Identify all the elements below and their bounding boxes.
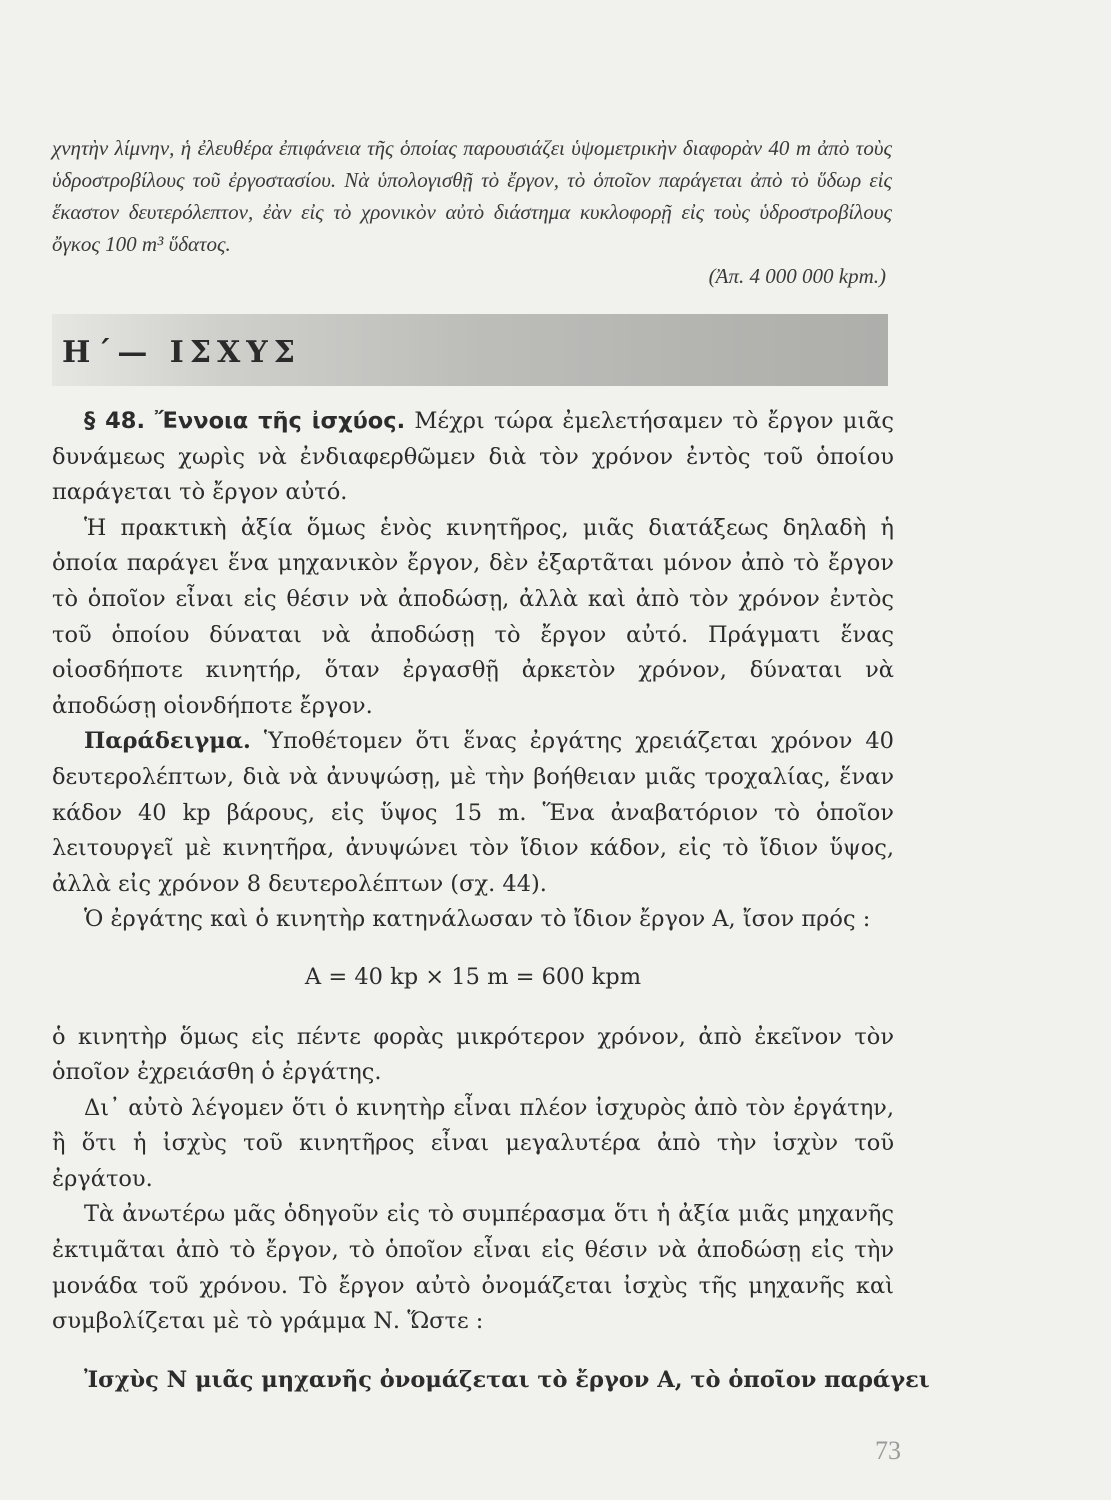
section-paragraph-5: ὁ κινητὴρ ὅμως εἰς πέντε φορὰς μικρότερον χρόνον, ἀπὸ ἐκεῖνον τὸν ὁποῖον ἐχρειάσθη ὁ ἐργάτης. — [52, 1023, 894, 1086]
power-definition: Ἰσχὺς Ν μιᾶς μηχανῆς ὀνομάζεται τὸ ἔργον Α, τὸ ὁποῖον παράγει — [84, 1367, 930, 1393]
problem-text-block — [52, 132, 892, 292]
chapter-title: Η΄— ΙΣΧΥΣ — [62, 335, 301, 370]
section-paragraph-7: Τὰ ἀνωτέρω μᾶς ὁδηγοῦν εἰς τὸ συμπέρασμα ὅτι ἡ ἀξία μιᾶς μηχανῆς ἐκτιμᾶται ἀπὸ τὸ ἔργον, τὸ ὁποῖον εἶναι εἰς θέσιν νὰ ἀποδώσῃ εἰς τὴν μονάδα τοῦ χρόνου. Τὸ ἔργον αὐτὸ ὀνομάζεται ἰσχὺς τῆς μηχανῆς καὶ συμβολίζεται μὲ τὸ γράμμα Ν. Ὥστε : — [52, 1201, 894, 1335]
example-label: Παράδειγμα. — [84, 728, 251, 755]
page-number: 73 — [875, 1436, 901, 1465]
example-paragraph: Παράδειγμα. Ὑποθέτομεν ὅτι ἕνας ἐργάτης χρειάζεται χρόνον 40 δευτερολέπτων, διὰ νὰ ἀνυψώσῃ, μὲ τὴν βοήθειαν μιᾶς τροχαλίας, ἕναν κάδον 40 kp βάρους, εἰς ὕψος 15 m. Ἕνα ἀναβατόριον τὸ ὁποῖον λειτουργεῖ μὲ κινητῆρα, ἀνυψώνει τὸν ἴδιον κάδον, εἰς τὸ ἴδιον ὕψος, ἀλλὰ εἰς χρόνον 8 δευτερολέπτων (σχ. 44). — [52, 728, 894, 897]
section-body — [52, 404, 894, 1340]
section-paragraph-1: § 48. Ἔννοια τῆς ἰσχύος. Μέχρι τώρα ἐμελετήσαμεν τὸ ἔργον μιᾶς δυνάμεως χωρὶς νὰ ἐνδιαφερθῶμεν διὰ τὸν χρόνον ἐντὸς τοῦ ὁποίου παράγεται τὸ ἔργον αὐτό. — [52, 408, 894, 506]
section-heading: § 48. Ἔννοια τῆς ἰσχύος. — [84, 408, 406, 434]
problem-statement: χνητὴν λίμνην, ἡ ἐλευθέρα ἐπιφάνεια τῆς ὁποίας παρουσιάζει ὑψομετρικὴν διαφορὰν 40 m ἀπὸ τοὺς ὑδροστροβίλους τοῦ ἐργοστασίου. Νὰ ὑπολογισθῇ τὸ ἔργον, τὸ ὁποῖον παράγεται ἀπὸ τὸ ὕδωρ εἰς ἕκαστον δευτερόλεπτον, ἐὰν εἰς τὸ χρονικὸν αὐτὸ διάστημα κυκλοφορῇ εἰς τοὺς ὑδροστροβίλους ὄγκος 100 m³ ὕδατος. — [52, 136, 892, 256]
section-paragraph-4: Ὁ ἐργάτης καὶ ὁ κινητὴρ κατηνάλωσαν τὸ ἴδιον ἔργον Α, ἴσον πρός : — [84, 906, 871, 933]
section-paragraph-6: Δι᾽ αὐτὸ λέγομεν ὅτι ὁ κινητὴρ εἶναι πλέον ἰσχυρὸς ἀπὸ τὸν ἐργάτην, ἢ ὅτι ἡ ἰσχὺς τοῦ κινητῆρος εἶναι μεγαλυτέρα ἀπὸ τὴν ἰσχὺν τοῦ ἐργάτου. — [52, 1094, 894, 1192]
section-paragraph-2: Ἡ πρακτικὴ ἀξία ὅμως ἑνὸς κινητῆρος, μιᾶς διατάξεως δηλαδὴ ἡ ὁποία παράγει ἕνα μηχανικὸν ἔργον, δὲν ἐξαρτᾶται μόνον ἀπὸ τὸ ἔργον τὸ ὁποῖον εἶναι εἰς θέσιν νὰ ἀποδώσῃ, ἀλλὰ καὶ ἀπὸ τὸν χρόνον ἐντὸς τοῦ ὁποίου δύναται νὰ ἀποδώσῃ τὸ ἔργον αὐτό. Πράγματι ἕνας οἱοσδήποτε κινητήρ, ὅταν ἐργασθῇ ἀρκετὸν χρόνον, δύναται νὰ ἀποδώσῃ οἱονδήποτε ἔργον. — [52, 514, 894, 719]
problem-answer: (Ἀπ. 4 000 000 kpm.) — [708, 264, 886, 288]
work-formula: A = 40 kp × 15 m = 600 kpm — [304, 963, 642, 990]
